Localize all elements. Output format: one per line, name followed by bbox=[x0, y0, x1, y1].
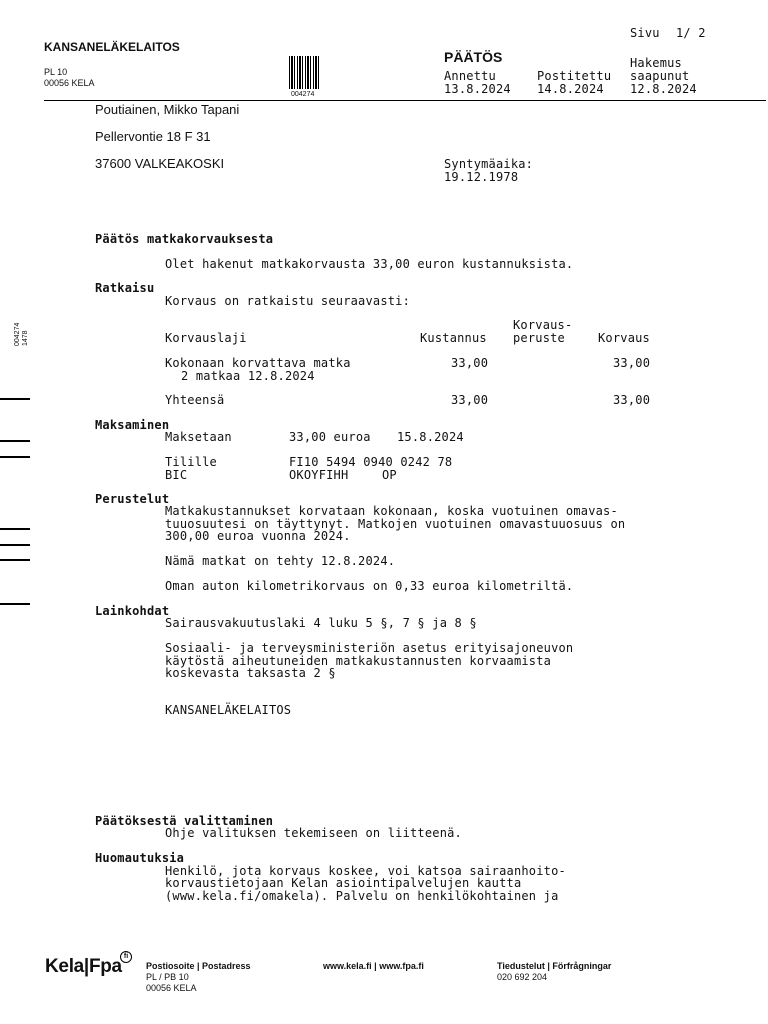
pay-amount: 33,00 euroa bbox=[289, 430, 371, 444]
logo-badge: fi bbox=[120, 951, 132, 963]
posted-label: Postitettu bbox=[537, 69, 612, 83]
side-code-1: 004274 bbox=[14, 322, 21, 346]
page-number: 1/ 2 bbox=[676, 26, 706, 40]
posted-date: 14.8.2024 bbox=[537, 82, 604, 96]
signature: KANSANELÄKELAITOS bbox=[165, 703, 292, 717]
row-compensation: 33,00 bbox=[613, 356, 651, 370]
info-label: Tiedustelut | Förfrågningar bbox=[497, 961, 612, 971]
appeal-text: Ohje valituksen tekemiseen on liitteenä. bbox=[165, 826, 462, 840]
application-label-2: saapunut bbox=[630, 69, 690, 83]
col-basis-2: peruste bbox=[513, 331, 565, 345]
decision-title: Päätös matkakorvauksesta bbox=[95, 232, 274, 246]
org-address-line1: PL 10 bbox=[44, 67, 68, 77]
notes-line: korvaustietojaan Kelan asiointipalvelujen kautta bbox=[165, 876, 522, 890]
margin-mark bbox=[0, 398, 30, 400]
row-label: Kokonaan korvattava matka bbox=[165, 356, 351, 370]
pay-label: Maksetaan bbox=[165, 430, 232, 444]
decision-text: Korvaus on ratkaistu seuraavasti: bbox=[165, 294, 411, 308]
barcode bbox=[289, 56, 321, 89]
law-line: Sosiaali- ja terveysministeriön asetus erityisajoneuvon bbox=[165, 641, 574, 655]
total-compensation: 33,00 bbox=[613, 393, 651, 407]
margin-mark bbox=[0, 440, 30, 442]
intro-text: Olet hakenut matkakorvausta 33,00 euron kustannuksista. bbox=[165, 257, 574, 271]
law-line: koskevasta taksasta 2 § bbox=[165, 666, 336, 680]
margin-mark bbox=[0, 603, 30, 605]
postal-line: PL / PB 10 bbox=[146, 972, 189, 982]
law-heading: Lainkohdat bbox=[95, 604, 170, 618]
payment-heading: Maksaminen bbox=[95, 418, 170, 432]
postal-label: Postiosoite | Postadress bbox=[146, 961, 251, 971]
side-code-2: 1478 bbox=[22, 330, 29, 346]
row-cost: 33,00 bbox=[451, 356, 489, 370]
page-label: Sivu bbox=[630, 26, 660, 40]
recipient-street: Pellervontie 18 F 31 bbox=[95, 129, 211, 144]
barcode-number: 004274 bbox=[291, 91, 315, 98]
total-label: Yhteensä bbox=[165, 393, 225, 407]
doc-type: PÄÄTÖS bbox=[444, 49, 503, 65]
notes-heading: Huomautuksia bbox=[95, 851, 185, 865]
bic-label: BIC bbox=[165, 468, 188, 482]
recipient-city: 37600 VALKEAKOSKI bbox=[95, 156, 225, 171]
law-line: Sairausvakuutuslaki 4 luku 5 §, 7 § ja 8 § bbox=[165, 616, 477, 630]
org-address-line2: 00056 KELA bbox=[44, 78, 95, 88]
application-date: 12.8.2024 bbox=[630, 82, 697, 96]
account-number: FI10 5494 0940 0242 78 bbox=[289, 455, 453, 469]
recipient-name: Poutiainen, Mikko Tapani bbox=[95, 102, 240, 117]
phone-number: 020 692 204 bbox=[497, 972, 548, 982]
reasons-line: Matkakustannukset korvataan kokonaan, koska vuotuinen omavas- bbox=[165, 504, 618, 518]
margin-mark bbox=[0, 544, 30, 546]
web-links: www.kela.fi | www.fpa.fi bbox=[323, 961, 424, 971]
bic-code: OKOYFIHH bbox=[289, 468, 349, 482]
col-compensation: Korvaus bbox=[598, 331, 650, 345]
application-label-1: Hakemus bbox=[630, 56, 682, 70]
decision-heading: Ratkaisu bbox=[95, 281, 155, 295]
reasons-line: tuuosuutesi on täyttynyt. Matkojen vuotuinen omavastuuosuus on bbox=[165, 517, 626, 531]
header-divider bbox=[44, 100, 766, 101]
km-line: Oman auton kilometrikorvaus on 0,33 euroa kilometriltä. bbox=[165, 579, 574, 593]
reasons-heading: Perustelut bbox=[95, 492, 170, 506]
appeal-heading: Päätöksestä valittaminen bbox=[95, 814, 274, 828]
issued-label: Annettu bbox=[444, 69, 496, 83]
account-label: Tilille bbox=[165, 455, 217, 469]
notes-line: Henkilö, jota korvaus koskee, voi katsoa sairaanhoito- bbox=[165, 864, 566, 878]
law-line: käytöstä aiheutuneiden matkakustannusten korvaamista bbox=[165, 654, 552, 668]
margin-mark bbox=[0, 559, 30, 561]
col-basis-1: Korvaus- bbox=[513, 318, 573, 332]
kela-logo: Kela|Fpa bbox=[45, 956, 122, 977]
trip-line: Nämä matkat on tehty 12.8.2024. bbox=[165, 554, 396, 568]
col-type: Korvauslaji bbox=[165, 331, 247, 345]
col-cost: Kustannus bbox=[420, 331, 487, 345]
margin-mark bbox=[0, 456, 30, 458]
notes-line: (www.kela.fi/omakela). Palvelu on henkilökohtainen ja bbox=[165, 889, 559, 903]
reasons-line: 300,00 euroa vuonna 2024. bbox=[165, 529, 351, 543]
total-cost: 33,00 bbox=[451, 393, 489, 407]
margin-mark bbox=[0, 528, 30, 530]
bank-name: OP bbox=[382, 468, 397, 482]
row-sublabel: 2 matkaa 12.8.2024 bbox=[181, 369, 315, 383]
birth-label: Syntymäaika: bbox=[444, 157, 534, 171]
org-name: KANSANELÄKELAITOS bbox=[44, 40, 180, 54]
issued-date: 13.8.2024 bbox=[444, 82, 511, 96]
postal-line: 00056 KELA bbox=[146, 983, 197, 993]
birth-date: 19.12.1978 bbox=[444, 170, 519, 184]
pay-date: 15.8.2024 bbox=[397, 430, 464, 444]
